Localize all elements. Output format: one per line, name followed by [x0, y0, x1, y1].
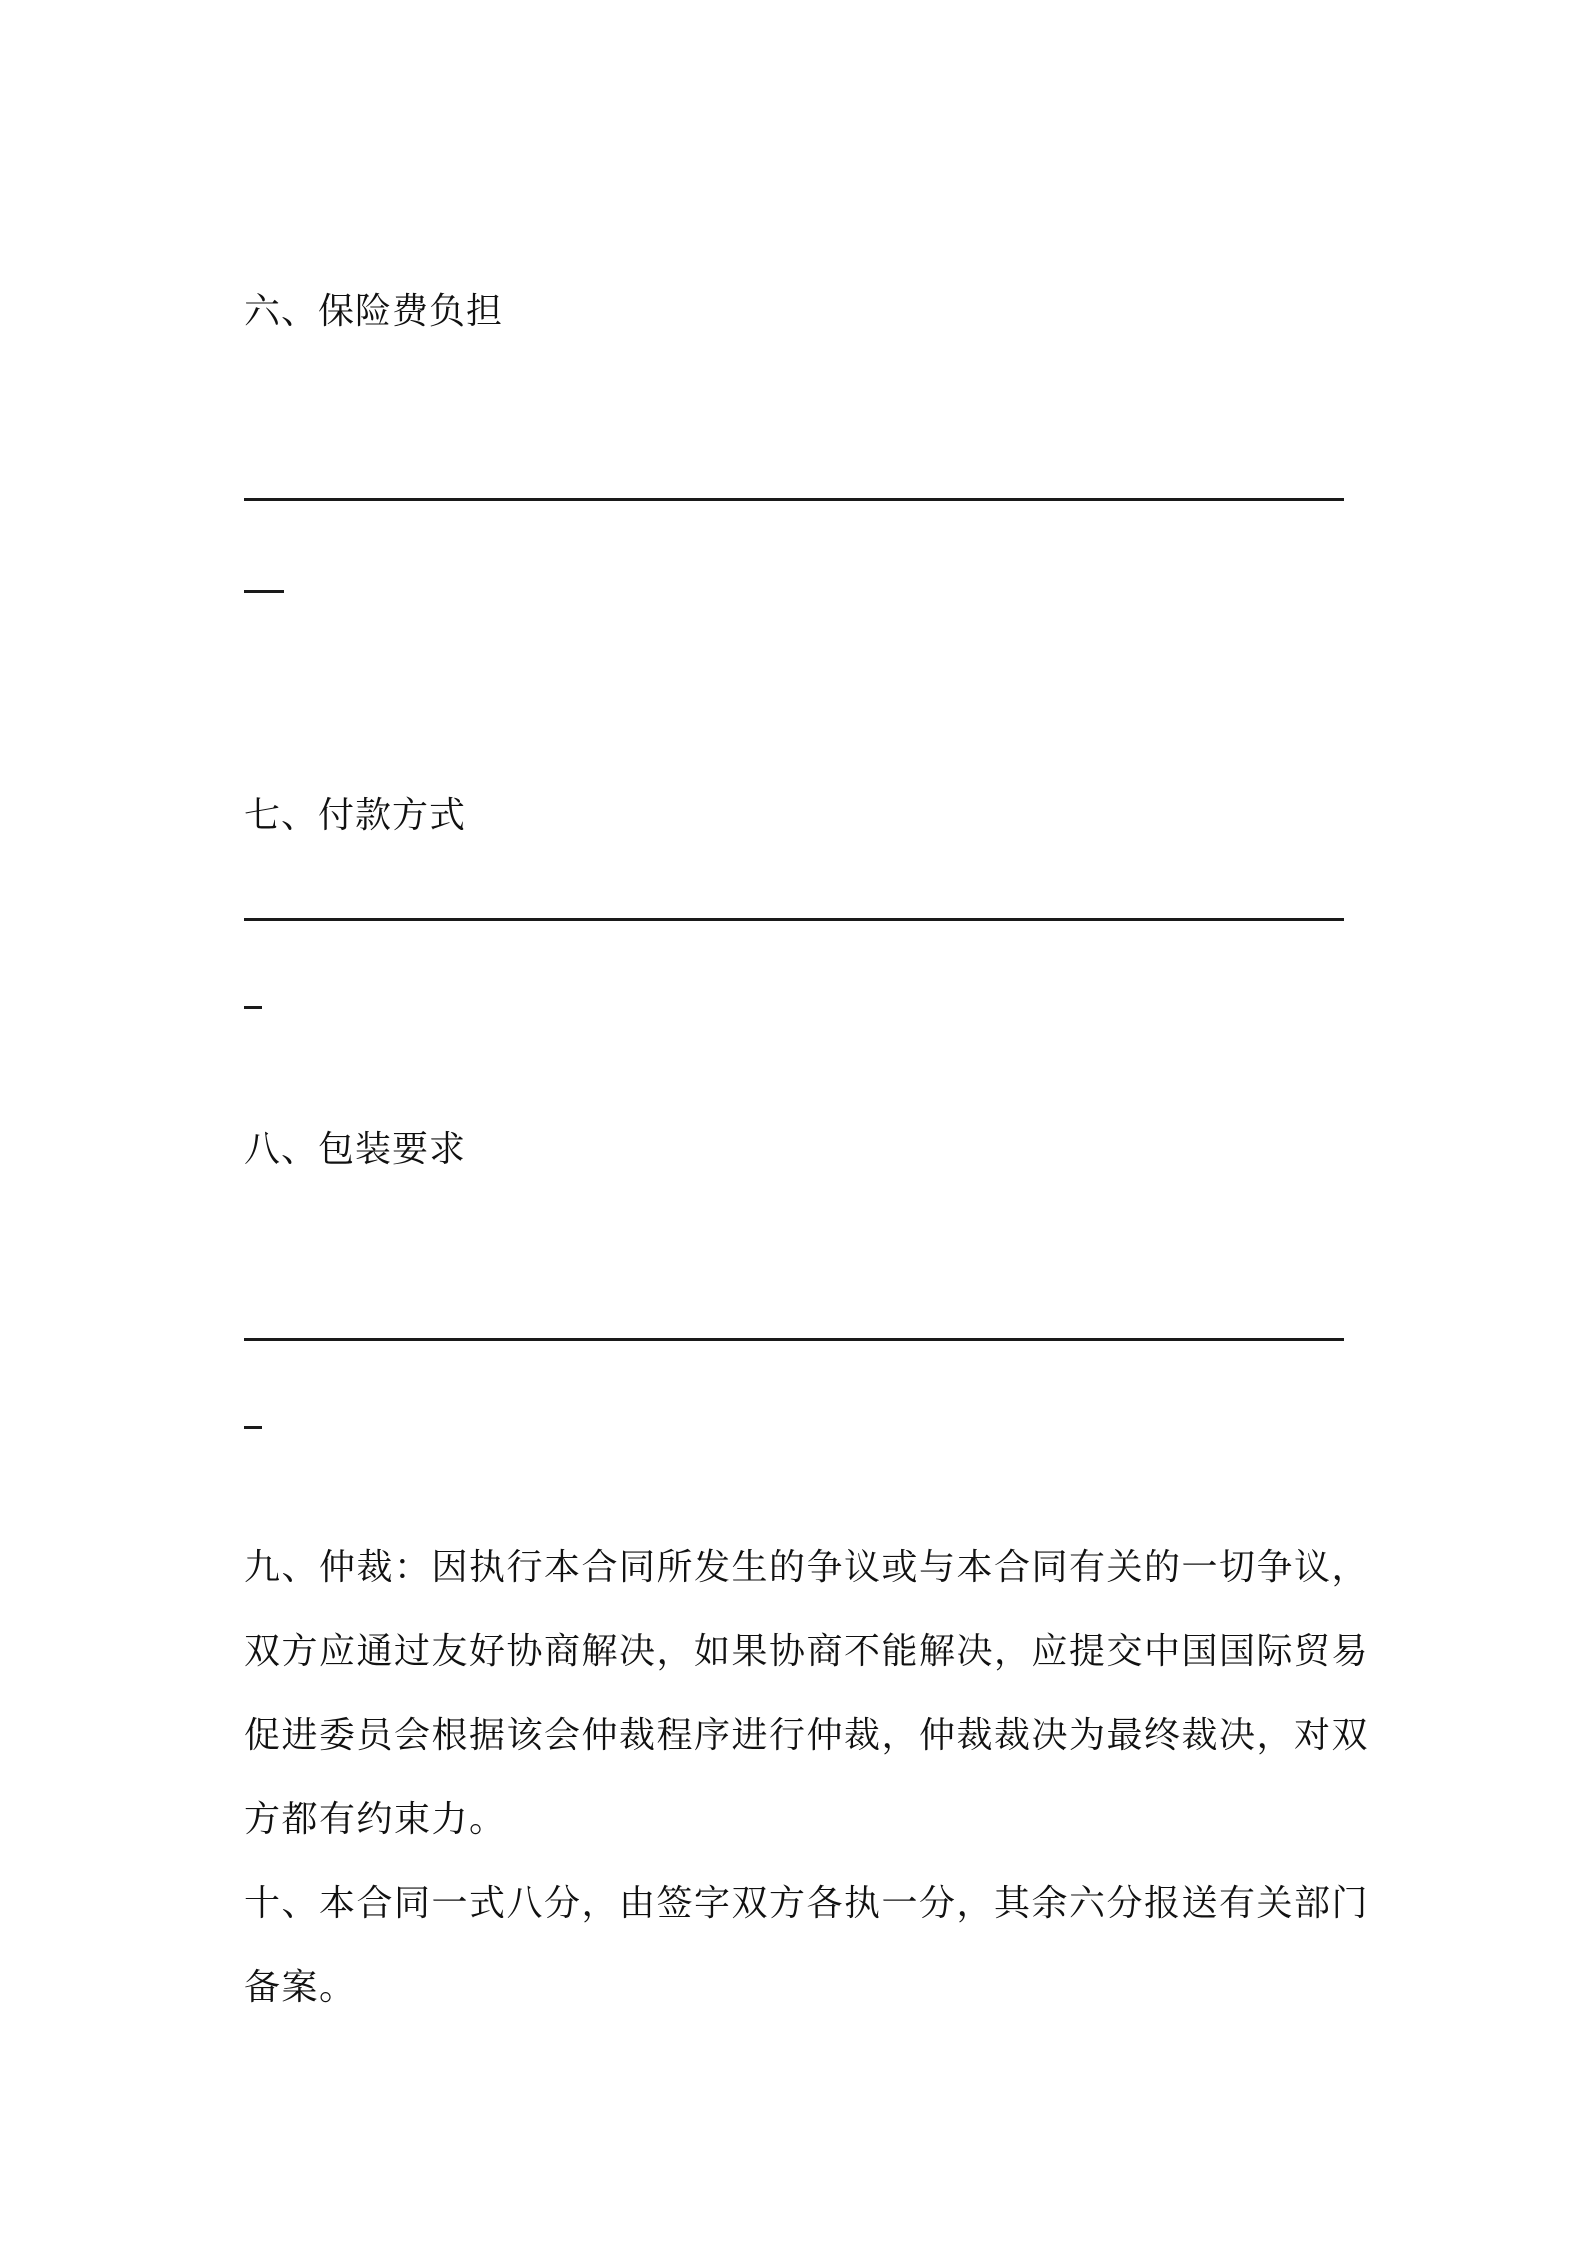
blank-fill-line-payment [244, 918, 1344, 921]
arbitration-line-2: 双方应通过友好协商解决，如果协商不能解决，应提交中国国际贸易 [244, 1631, 1370, 1672]
arbitration-line-4: 方都有约束力。 [244, 1799, 507, 1840]
copies-line-2: 备案。 [244, 1967, 357, 2008]
copies-line-1: 十、本合同一式八分，由签字双方各执一分，其余六分报送有关部门 [244, 1883, 1370, 1924]
section-heading-insurance: 六、保险费负担 [244, 291, 504, 332]
blank-fill-line-insurance-continued [244, 590, 284, 593]
blank-fill-line-insurance [244, 498, 1344, 501]
blank-fill-line-packaging [244, 1338, 1344, 1341]
blank-fill-line-payment-continued [244, 1006, 262, 1009]
arbitration-line-1: 九、仲裁：因执行本合同所发生的争议或与本合同有关的一切争议， [244, 1547, 1370, 1588]
section-heading-packaging: 八、包装要求 [244, 1129, 467, 1170]
arbitration-line-3: 促进委员会根据该会仲裁程序进行仲裁，仲裁裁决为最终裁决，对双 [244, 1715, 1370, 1756]
section-heading-payment: 七、付款方式 [244, 795, 467, 836]
blank-fill-line-packaging-continued [244, 1426, 262, 1429]
